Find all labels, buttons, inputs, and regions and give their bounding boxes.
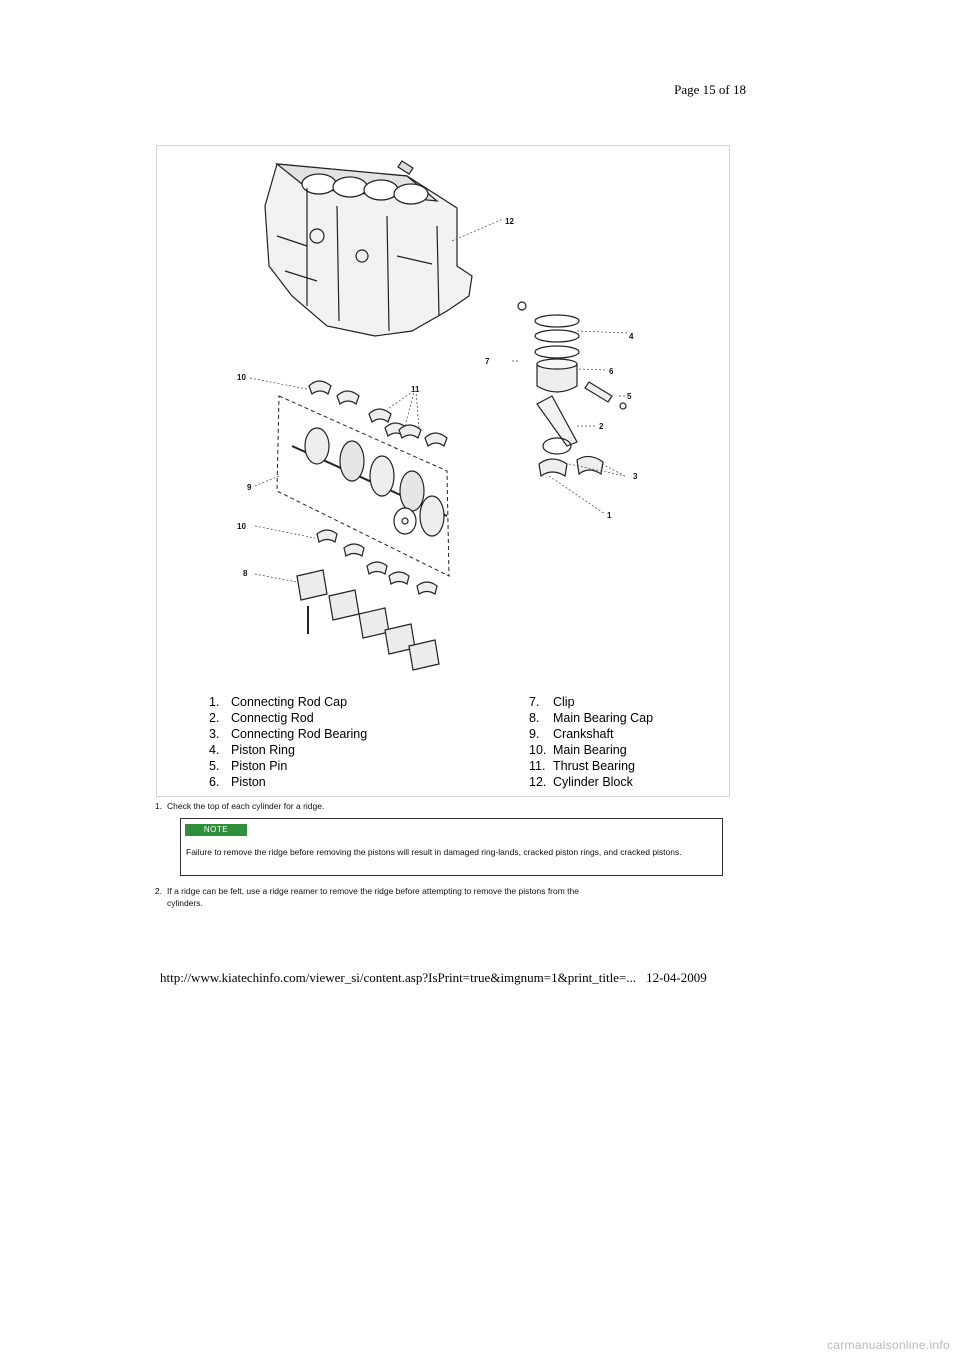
lower-bearings-drawing (317, 530, 437, 594)
page-number: Page 15 of 18 (674, 82, 746, 97)
note-text: Failure to remove the ridge before removing the pistons will result in damaged ring-lands, cracked piston rings, and cracked pistons. (186, 847, 682, 857)
callout-8: 8 (243, 569, 248, 578)
piston-assembly-drawing (518, 302, 626, 476)
legend-item: 9. Crankshaft (529, 727, 614, 741)
legend-item: 5. Piston Pin (209, 759, 288, 773)
callout-7: 7 (485, 357, 490, 366)
legend-item: 11. Thrust Bearing (529, 759, 635, 773)
footer-url: http://www.kiatechinfo.com/viewer_si/content.asp?IsPrint=true&imgnum=1&print_title=... (160, 970, 637, 985)
step-1: 1. Check the top of each cylinder for a ridge. (154, 801, 325, 811)
legend-item: 3. Connecting Rod Bearing (209, 727, 368, 741)
callout-5: 5 (627, 392, 632, 401)
callout-1: 1 (607, 511, 612, 520)
legend-item: 8. Main Bearing Cap (529, 711, 654, 725)
step-2: 2. If a ridge can be felt, use a ridge reamer to remove the ridge before attempting to remove the pistons from the cylinders. (154, 886, 579, 908)
legend-item: 1. Connecting Rod Cap (209, 695, 348, 709)
legend-item: 6. Piston (209, 775, 266, 789)
legend-item: 10. Main Bearing (529, 743, 627, 757)
legend-item: 4. Piston Ring (209, 743, 295, 757)
note-tag: NOTE (185, 824, 247, 836)
legend-item: 12. Cylinder Block (529, 775, 633, 789)
legend-left (209, 694, 367, 790)
callout-4: 4 (629, 332, 634, 341)
engine-block-diagram (157, 146, 731, 691)
watermark: carmanualsonline.info (826, 1338, 950, 1352)
callout-12: 12 (505, 217, 514, 226)
exploded-view-figure (156, 145, 730, 797)
callout-10-upper: 10 (237, 373, 246, 382)
legend-item: 7. Clip (529, 695, 575, 709)
callout-9: 9 (247, 483, 252, 492)
upper-bearings-drawing (309, 381, 447, 446)
legend-right (529, 694, 653, 790)
callout-2: 2 (599, 422, 604, 431)
footer-date: 12-04-2009 (646, 970, 707, 985)
legend-item: 2. Connectig Rod (209, 711, 314, 725)
callout-11: 11 (411, 385, 420, 394)
note-box (180, 818, 723, 876)
callout-6: 6 (609, 367, 614, 376)
cylinder-block-drawing (265, 161, 472, 336)
callout-10-lower: 10 (237, 522, 246, 531)
footer (160, 970, 707, 986)
callout-3: 3 (633, 472, 638, 481)
